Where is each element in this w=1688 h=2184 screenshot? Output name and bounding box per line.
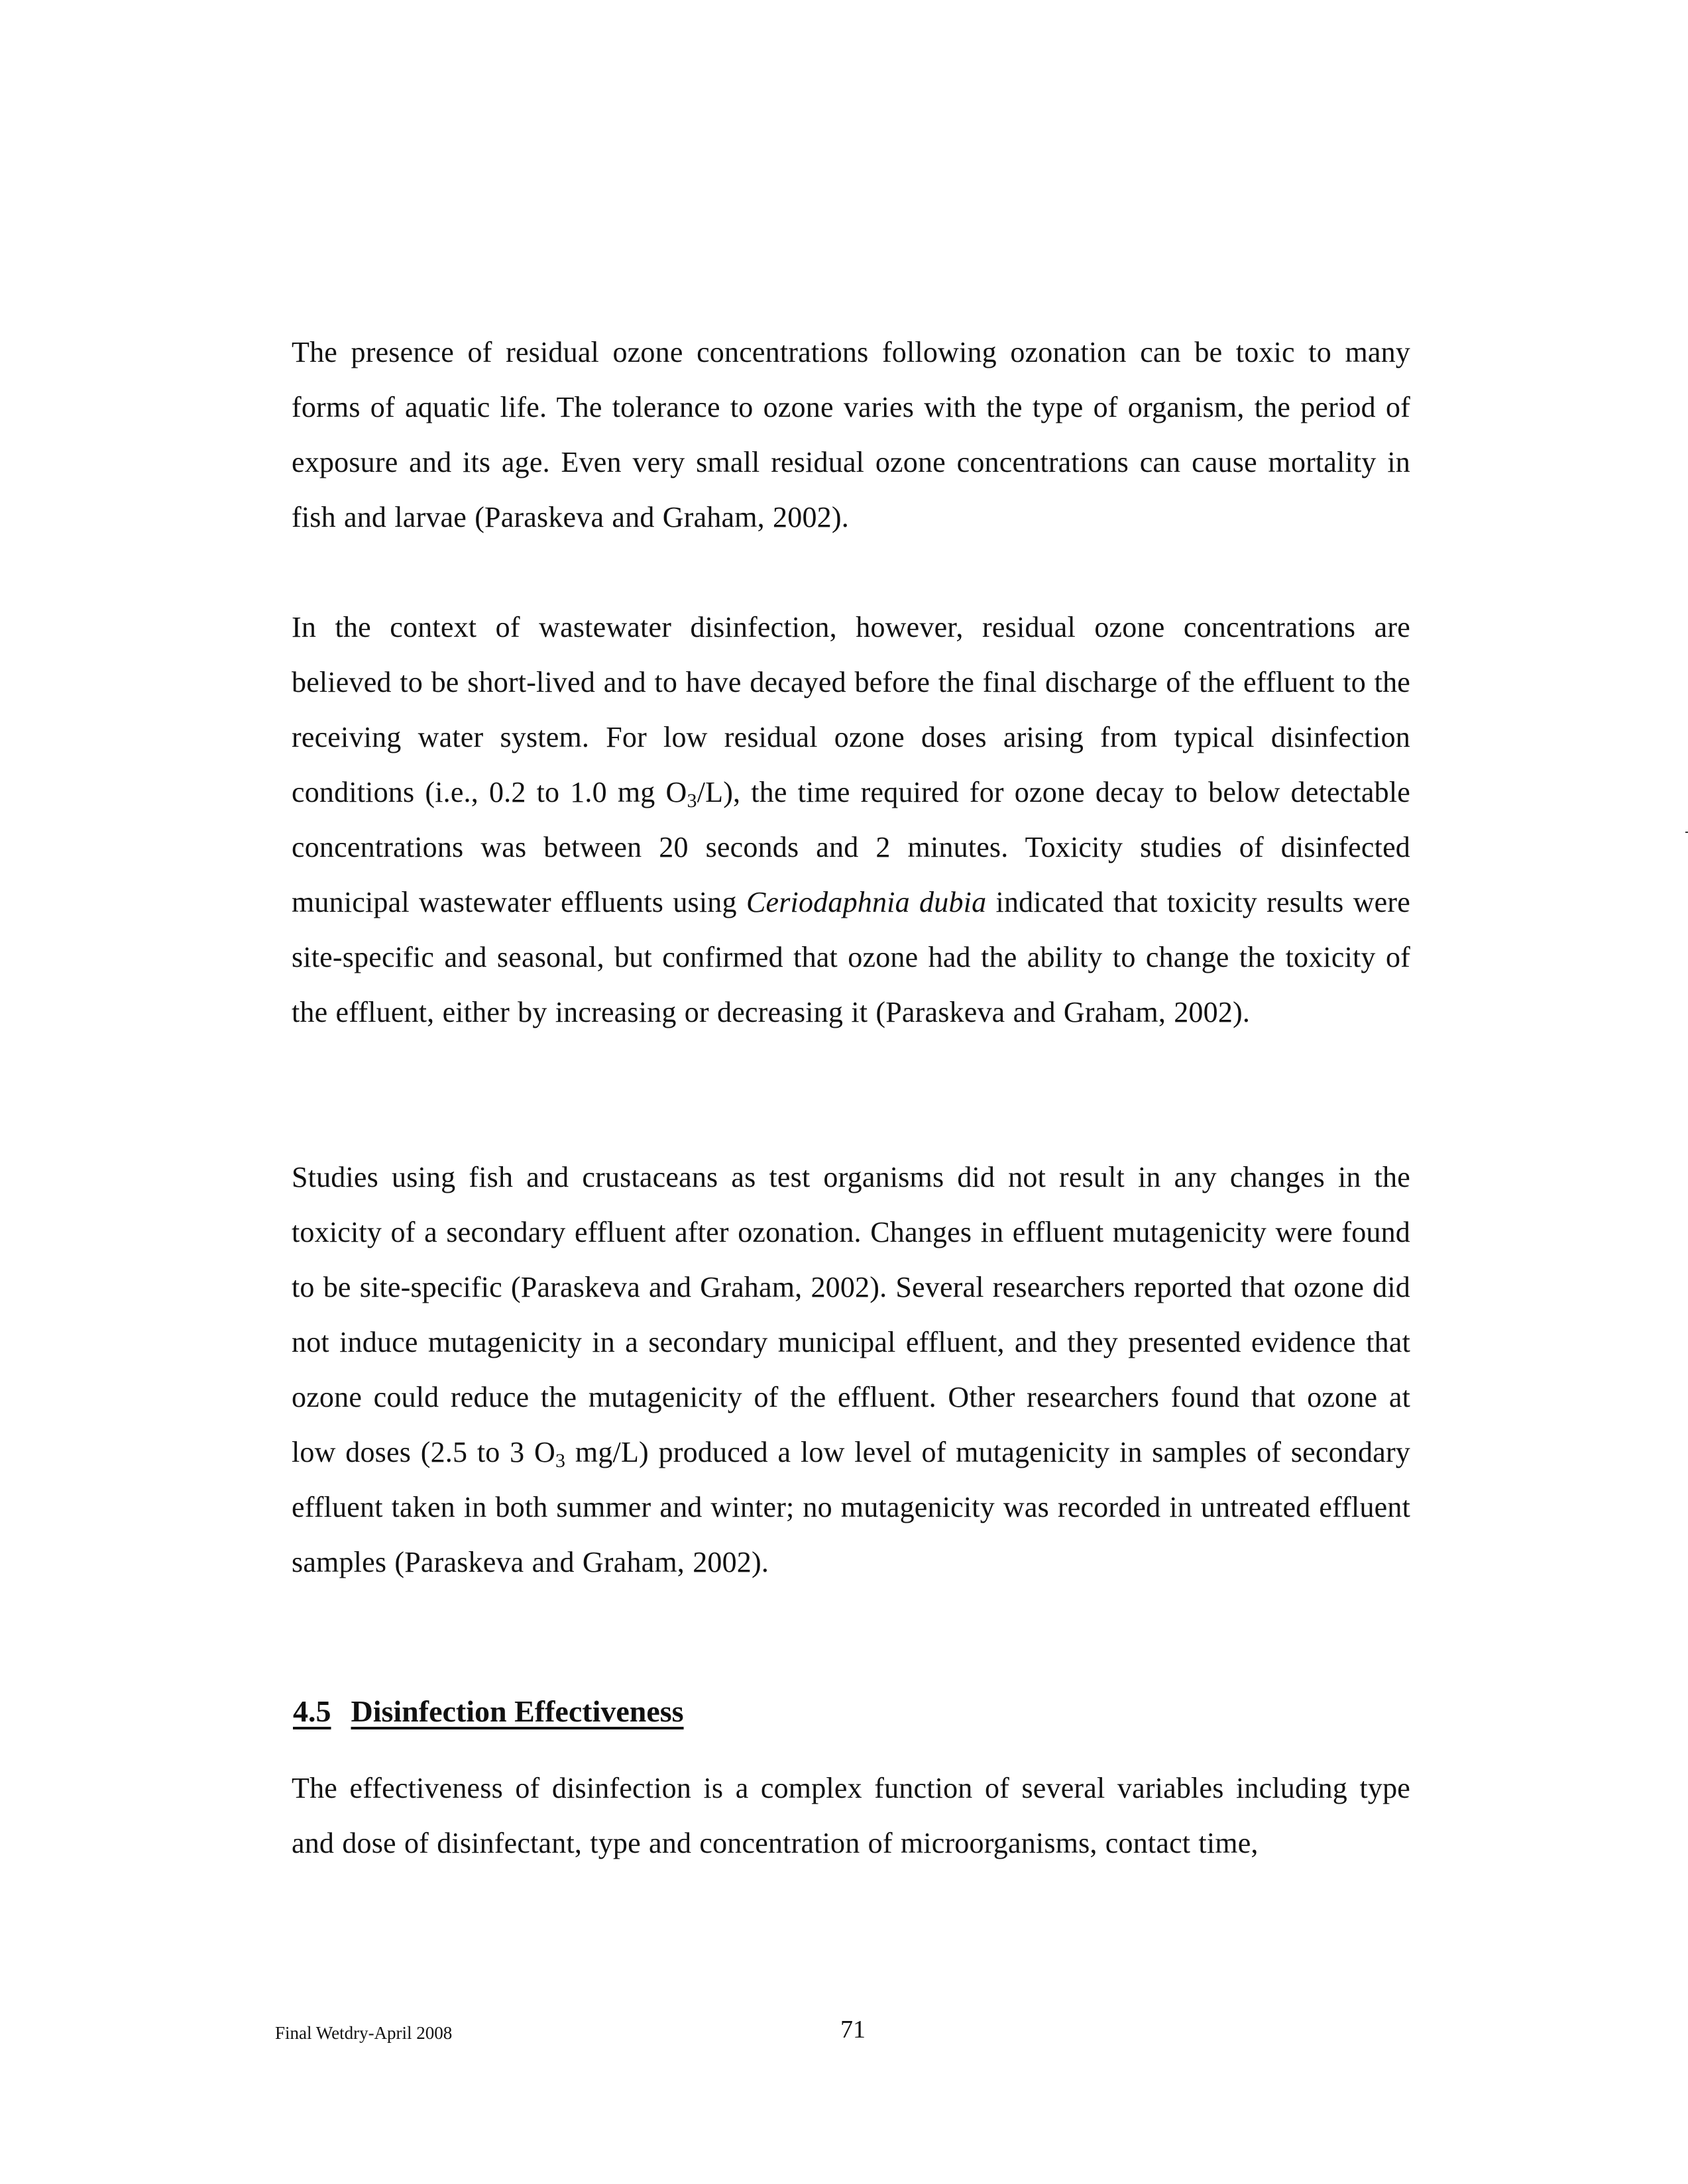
species-name-italic: Ceriodaphnia dubia — [746, 886, 987, 918]
paragraph-text-segment: In the context of wastewater disinfection, however, residual ozone concentrations are believed to be short-lived and to have decayed before the final discharge of the effluent to the receiving water system. For low residual ozone doses arising from typical disinfection conditions (i.e., 0.2 to 1.0 mg O — [292, 611, 1410, 808]
scan-edge-mark — [1685, 832, 1688, 833]
page-number: 71 — [840, 2016, 866, 2044]
section-heading — [293, 1692, 684, 1731]
paragraph-text-segment: /L), the time required for ozone decay to below detectable concentrations was between 20 seconds and 2 minutes. Toxicity studies of disinfected municipal wastewater effluents using — [292, 776, 1410, 918]
paragraph-text-segment: indicated that toxicity results were site-specific and seasonal, but confirmed that ozone had the ability to change the toxicity of the effluent, either by increasing or decreasing it (Paraskeva and Graham, 2002). — [292, 886, 1410, 1028]
section-number: 4.5 — [293, 1694, 331, 1728]
paragraph-text-segment: Studies using fish and crustaceans as test organisms did not result in any changes in the toxicity of a secondary effluent after ozonation. Changes in effluent mutagenicity were found to be site-specific (Paraskeva and Graham, 2002). Several researchers reported that ozone did not induce mutagenicity in a secondary municipal effluent, and they presented evidence that ozone could reduce the mutagenicity of the effluent. Other researchers found that ozone at low doses (2.5 to 3 O — [292, 1161, 1410, 1468]
paragraph-disinfection-effectiveness: The effectiveness of disinfection is a complex function of several variables including type and dose of disinfectant, type and concentration of microorganisms, contact time, — [292, 1772, 1410, 1859]
paragraph-residual-ozone-toxicity: The presence of residual ozone concentrations following ozonation can be toxic to many forms of aquatic life. The tolerance to ozone varies with the type of organism, the period of exposure and its age. Even very small residual ozone concentrations can cause mortality in fish and larvae (Paraskeva and Graham, 2002). — [292, 336, 1410, 533]
section-title: Disinfection Effectiveness — [351, 1694, 684, 1728]
paragraph-mutagenicity-studies — [292, 1150, 1410, 1590]
paragraph-wastewater-disinfection-context — [292, 600, 1410, 1040]
paragraph-text-segment: mg/L) produced a low level of mutagenicity in samples of secondary effluent taken in both summer and winter; no mutagenicity was recorded in untreated effluent samples (Paraskeva and Graham, 2002). — [292, 1436, 1410, 1578]
footer-document-label: Final Wetdry-April 2008 — [275, 2023, 453, 2043]
subscript-ozone: 3 — [555, 1450, 566, 1472]
subscript-ozone: 3 — [687, 790, 697, 812]
